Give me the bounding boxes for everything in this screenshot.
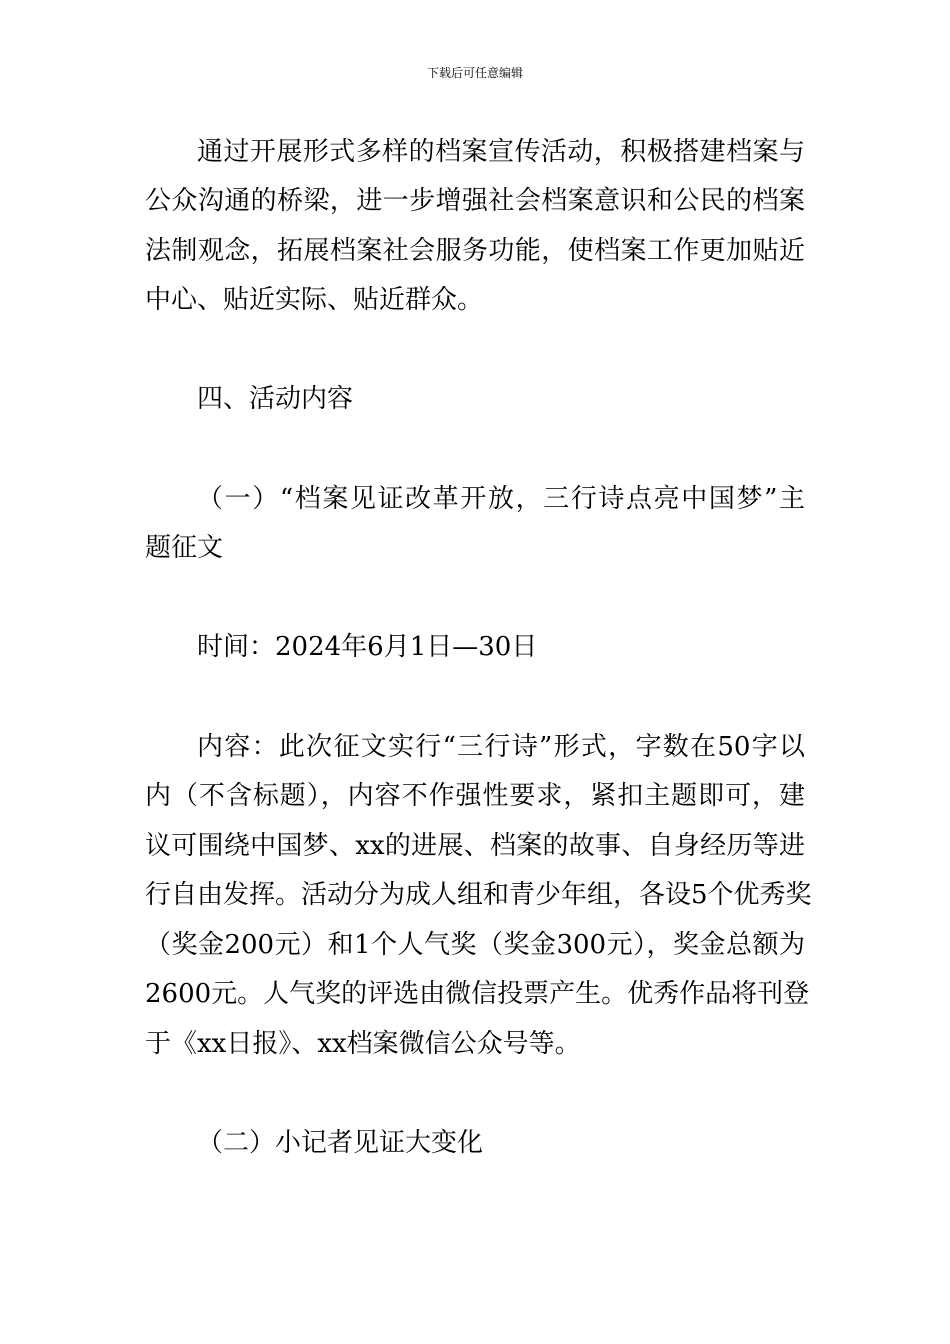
subsection-heading-2: （二）小记者见证大变化: [197, 1128, 484, 1158]
section-heading: 四、活动内容: [197, 384, 354, 414]
paragraph-line: 中心、贴近实际、贴近群众。: [145, 285, 484, 315]
paragraph-line: 行自由发挥。活动分为成人组和青少年组，各设5个优秀奖: [145, 880, 812, 910]
paragraph-line: 于《xx日报》、xx档案微信公众号等。: [145, 1029, 581, 1059]
paragraph-line: 法制观念，拓展档案社会服务功能，使档案工作更加贴近: [145, 236, 805, 266]
page-header: 下载后可任意编辑: [426, 66, 523, 80]
paragraph-line: 通过开展形式多样的档案宣传活动，积极搭建档案与: [197, 137, 805, 167]
heading-line: （一）“档案见证改革开放，三行诗点亮中国梦”主: [197, 484, 805, 514]
paragraph-line: 议可围绕中国梦、xx的进展、档案的故事、自身经历等进: [145, 831, 805, 861]
time-line: 时间：2024年6月1日—30日: [197, 632, 538, 662]
paragraph-line: 内容：此次征文实行“三行诗”形式，字数在50字以: [197, 732, 805, 762]
heading-line: 题征文: [145, 533, 224, 563]
paragraph-line: 公众沟通的桥梁，进一步增强社会档案意识和公民的档案: [145, 186, 805, 216]
paragraph-line: （奖金200元）和1个人气奖（奖金300元），奖金总额为: [145, 930, 805, 960]
paragraph-line: 2600元。人气奖的评选由微信投票产生。优秀作品将刊登: [145, 979, 810, 1009]
paragraph-line: 内（不含标题），内容不作强性要求，紧扣主题即可，建: [145, 781, 805, 811]
